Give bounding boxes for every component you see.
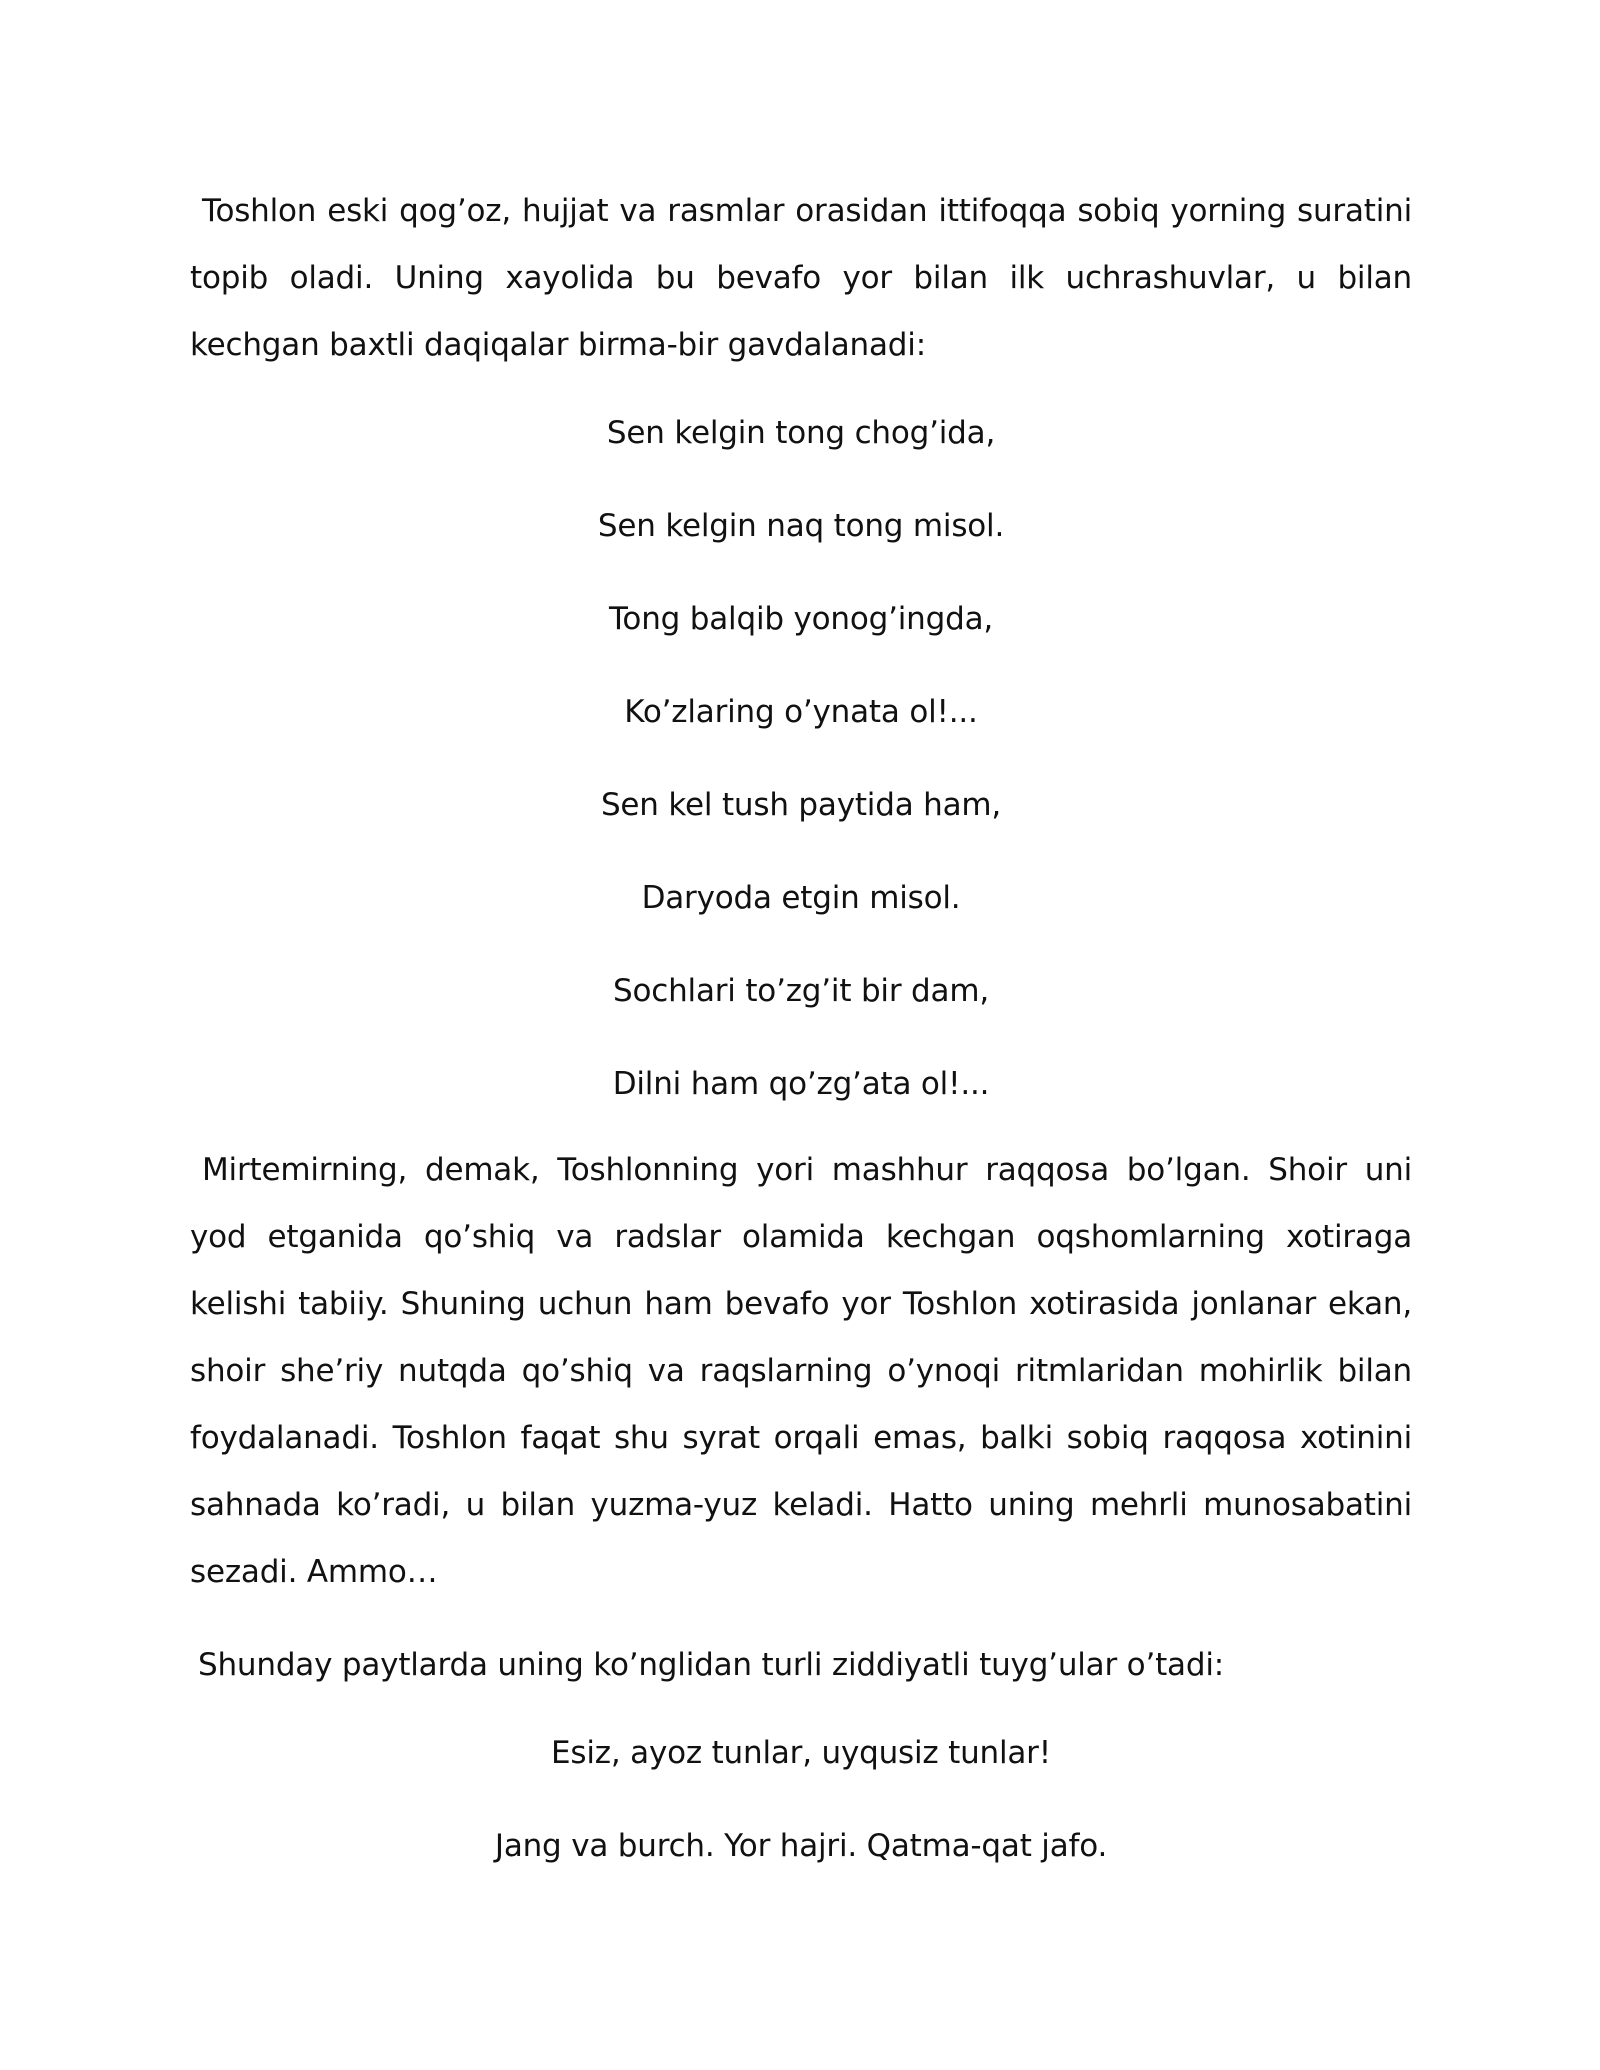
paragraph-intro: Toshlon eski qog’oz, hujjat va rasmlar orasidan ittifoqqa sobiq yorning suratini topib oladi. Uning xayolida bu bevafo yor bilan ilk uchrashuvlar, u bilan kechgan baxtli daqiqalar birma-bir gavdalanadi: <box>190 193 1412 363</box>
verse-line: Esiz, ayoz tunlar, uyqusiz tunlar! <box>551 1735 1051 1771</box>
paragraph-transition: Shunday paytlarda uning ko’nglidan turli ziddiyatli tuyg’ular o’tadi: <box>198 1647 1224 1683</box>
verse-line: Sen kelgin tong chog’ida, <box>606 415 996 451</box>
verse-line: Jang va burch. Yor hajri. Qatma-qat jafo. <box>494 1828 1108 1864</box>
document-page <box>190 178 1412 1899</box>
verse-line: Sen kel tush paytida ham, <box>600 787 1002 823</box>
verse-line: Sochlari to’zg’it bir dam, <box>613 973 989 1009</box>
verse-block-1 <box>190 387 1412 1131</box>
verse-block-2 <box>190 1707 1412 1893</box>
verse-line: Ko’zlaring o’ynata ol!... <box>624 694 978 730</box>
verse-line: Sen kelgin naq tong misol. <box>597 508 1005 544</box>
paragraph-analysis: Mirtemirning, demak, Toshlonning yori mashhur raqqosa bo’lgan. Shoir uni yod etganida qo’shiq va radslar olamida kechgan oqshomlarning xotiraga kelishi tabiiy. Shuning uchun ham bevafo yor Toshlon xotirasida jonlanar ekan, shoir she’riy nutqda qo’shiq va raqslarning o’ynoqi ritmlaridan mohirlik bilan foydalanadi. Toshlon faqat shu syrat orqali emas, balki sobiq raqqosa xotinini sahnada ko’radi, u bilan yuzma-yuz keladi. Hatto uning mehrli munosabatini sezadi. Ammo… <box>190 1152 1412 1590</box>
verse-line: Daryoda etgin misol. <box>641 880 961 916</box>
verse-line: Tong balqib yonog’ingda, <box>608 601 994 637</box>
verse-line: Dilni ham qo’zg’ata ol!... <box>612 1066 990 1102</box>
spacer <box>190 1606 1412 1632</box>
